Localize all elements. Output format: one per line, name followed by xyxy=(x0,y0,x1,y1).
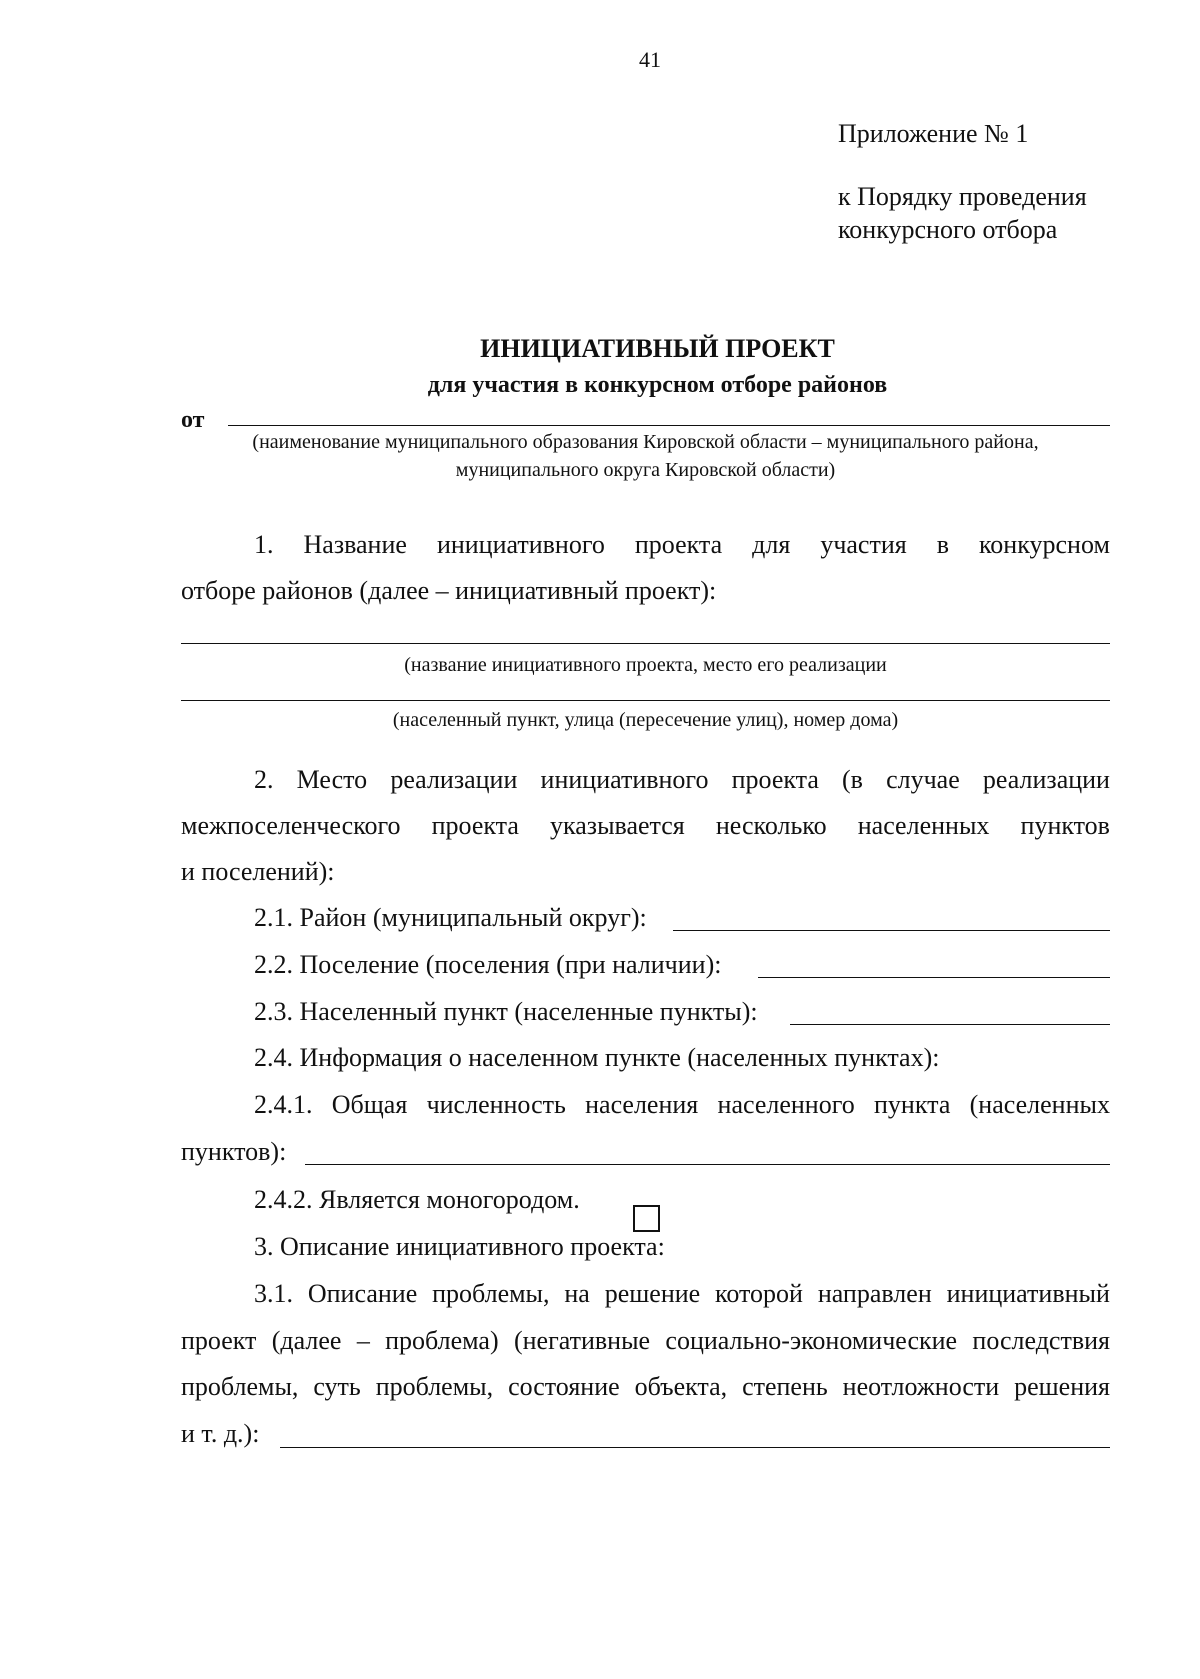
problem-description-field[interactable] xyxy=(280,1447,1110,1448)
word: Описание xyxy=(307,1279,418,1308)
population-field[interactable] xyxy=(305,1164,1110,1165)
settlement-field[interactable] xyxy=(758,977,1110,978)
item-3-1-line3 xyxy=(181,1372,1110,1402)
word: проект xyxy=(181,1326,257,1355)
word: (негативные xyxy=(513,1326,651,1355)
word: проекта xyxy=(731,765,819,794)
document-subtitle: для участия в конкурсном отборе районов xyxy=(427,372,888,398)
appendix-reference-line1: к Порядку проведения xyxy=(838,182,1087,211)
item-2-2-label: 2.2. Поселение (поселения (при наличии): xyxy=(254,950,722,979)
monotown-checkbox[interactable] xyxy=(633,1205,660,1232)
section2-line3: и поселений): xyxy=(181,857,335,886)
word: инициативного xyxy=(436,530,605,559)
project-name-underline xyxy=(181,643,1110,644)
page-number: 41 xyxy=(639,47,661,72)
word: суть xyxy=(313,1372,361,1401)
word: указывается xyxy=(550,811,685,840)
word: (в xyxy=(842,765,863,794)
item-2-3-label: 2.3. Населенный пункт (населенные пункты): xyxy=(254,997,758,1026)
word: Название xyxy=(303,530,407,559)
item-2-1-label: 2.1. Район (муниципальный округ): xyxy=(254,903,647,932)
word: на xyxy=(564,1279,590,1308)
word: инициативный xyxy=(946,1279,1110,1308)
document-title: ИНИЦИАТИВНЫЙ ПРОЕКТ xyxy=(480,334,835,363)
word: степень xyxy=(742,1372,828,1401)
section1-line2: отборе районов (далее – инициативный проект): xyxy=(181,576,717,605)
word: участия xyxy=(820,530,907,559)
word: проекта xyxy=(634,530,723,559)
project-address-underline xyxy=(181,700,1110,701)
word: населенного xyxy=(717,1090,855,1119)
item-3-1-line2 xyxy=(181,1326,1110,1356)
from-label: от xyxy=(181,407,205,433)
section2-line1 xyxy=(254,765,1110,795)
word: (населенных xyxy=(969,1090,1110,1119)
word: населенных xyxy=(857,811,990,840)
item-2-4-1-line1 xyxy=(254,1090,1110,1120)
word: проблемы, xyxy=(375,1372,494,1401)
word: случае xyxy=(886,765,960,794)
word: численность xyxy=(426,1090,566,1119)
item-2-4-1-line2: пунктов): xyxy=(181,1137,287,1166)
item-3-1-line1 xyxy=(254,1279,1110,1309)
word: состояние xyxy=(508,1372,620,1401)
word: проекта xyxy=(431,811,519,840)
word: проблемы, xyxy=(432,1279,550,1308)
section3-heading: 3. Описание инициативного проекта: xyxy=(254,1232,665,1261)
word: направлен xyxy=(817,1279,932,1308)
from-caption-line2: муниципального округа Кировской области) xyxy=(455,459,836,481)
word: Общая xyxy=(331,1090,408,1119)
word: пунктов xyxy=(1020,811,1110,840)
word: несколько xyxy=(715,811,827,840)
word: Место xyxy=(296,765,368,794)
appendix-reference-line2: конкурсного отбора xyxy=(838,215,1058,244)
locality-field[interactable] xyxy=(790,1024,1110,1025)
project-address-caption: (населенный пункт, улица (пересечение улиц), номер дома) xyxy=(392,709,899,731)
word: 2.4.1. xyxy=(254,1090,313,1119)
word: в xyxy=(936,530,949,559)
word: решение xyxy=(604,1279,701,1308)
word: межпоселенческого xyxy=(181,811,401,840)
word: неотложности xyxy=(842,1372,1000,1401)
word: пункта xyxy=(874,1090,951,1119)
project-name-caption: (название инициативного проекта, место его реализации xyxy=(404,654,887,676)
word: проблемы, xyxy=(181,1372,299,1401)
word: которой xyxy=(715,1279,803,1308)
item-2-4-2-label: 2.4.2. Является моногородом. xyxy=(254,1185,580,1214)
word: решения xyxy=(1014,1372,1110,1401)
from-underline xyxy=(228,425,1110,426)
word: реализации xyxy=(390,765,518,794)
word: 3.1. xyxy=(254,1279,293,1308)
word: реализации xyxy=(982,765,1110,794)
word: конкурсном xyxy=(979,530,1110,559)
word: последствия xyxy=(972,1326,1110,1355)
word: (далее xyxy=(271,1326,342,1355)
word: 2. xyxy=(254,765,274,794)
word: инициативного xyxy=(540,765,709,794)
appendix-title: Приложение № 1 xyxy=(838,119,1029,148)
district-field[interactable] xyxy=(673,930,1110,931)
word: для xyxy=(752,530,791,559)
item-3-1-line4: и т. д.): xyxy=(181,1419,260,1448)
word: проблема) xyxy=(385,1326,499,1355)
word: объекта, xyxy=(634,1372,728,1401)
item-2-4-label: 2.4. Информация о населенном пункте (населенных пунктах): xyxy=(254,1043,940,1072)
word: социально-экономические xyxy=(665,1326,958,1355)
section1-line1 xyxy=(254,530,1110,560)
word: населения xyxy=(585,1090,699,1119)
word: 1. xyxy=(254,530,274,559)
section2-line2 xyxy=(181,811,1110,841)
from-caption-line1: (наименование муниципального образования Кировской области – муниципального района, xyxy=(252,431,1039,453)
word: – xyxy=(356,1326,370,1355)
